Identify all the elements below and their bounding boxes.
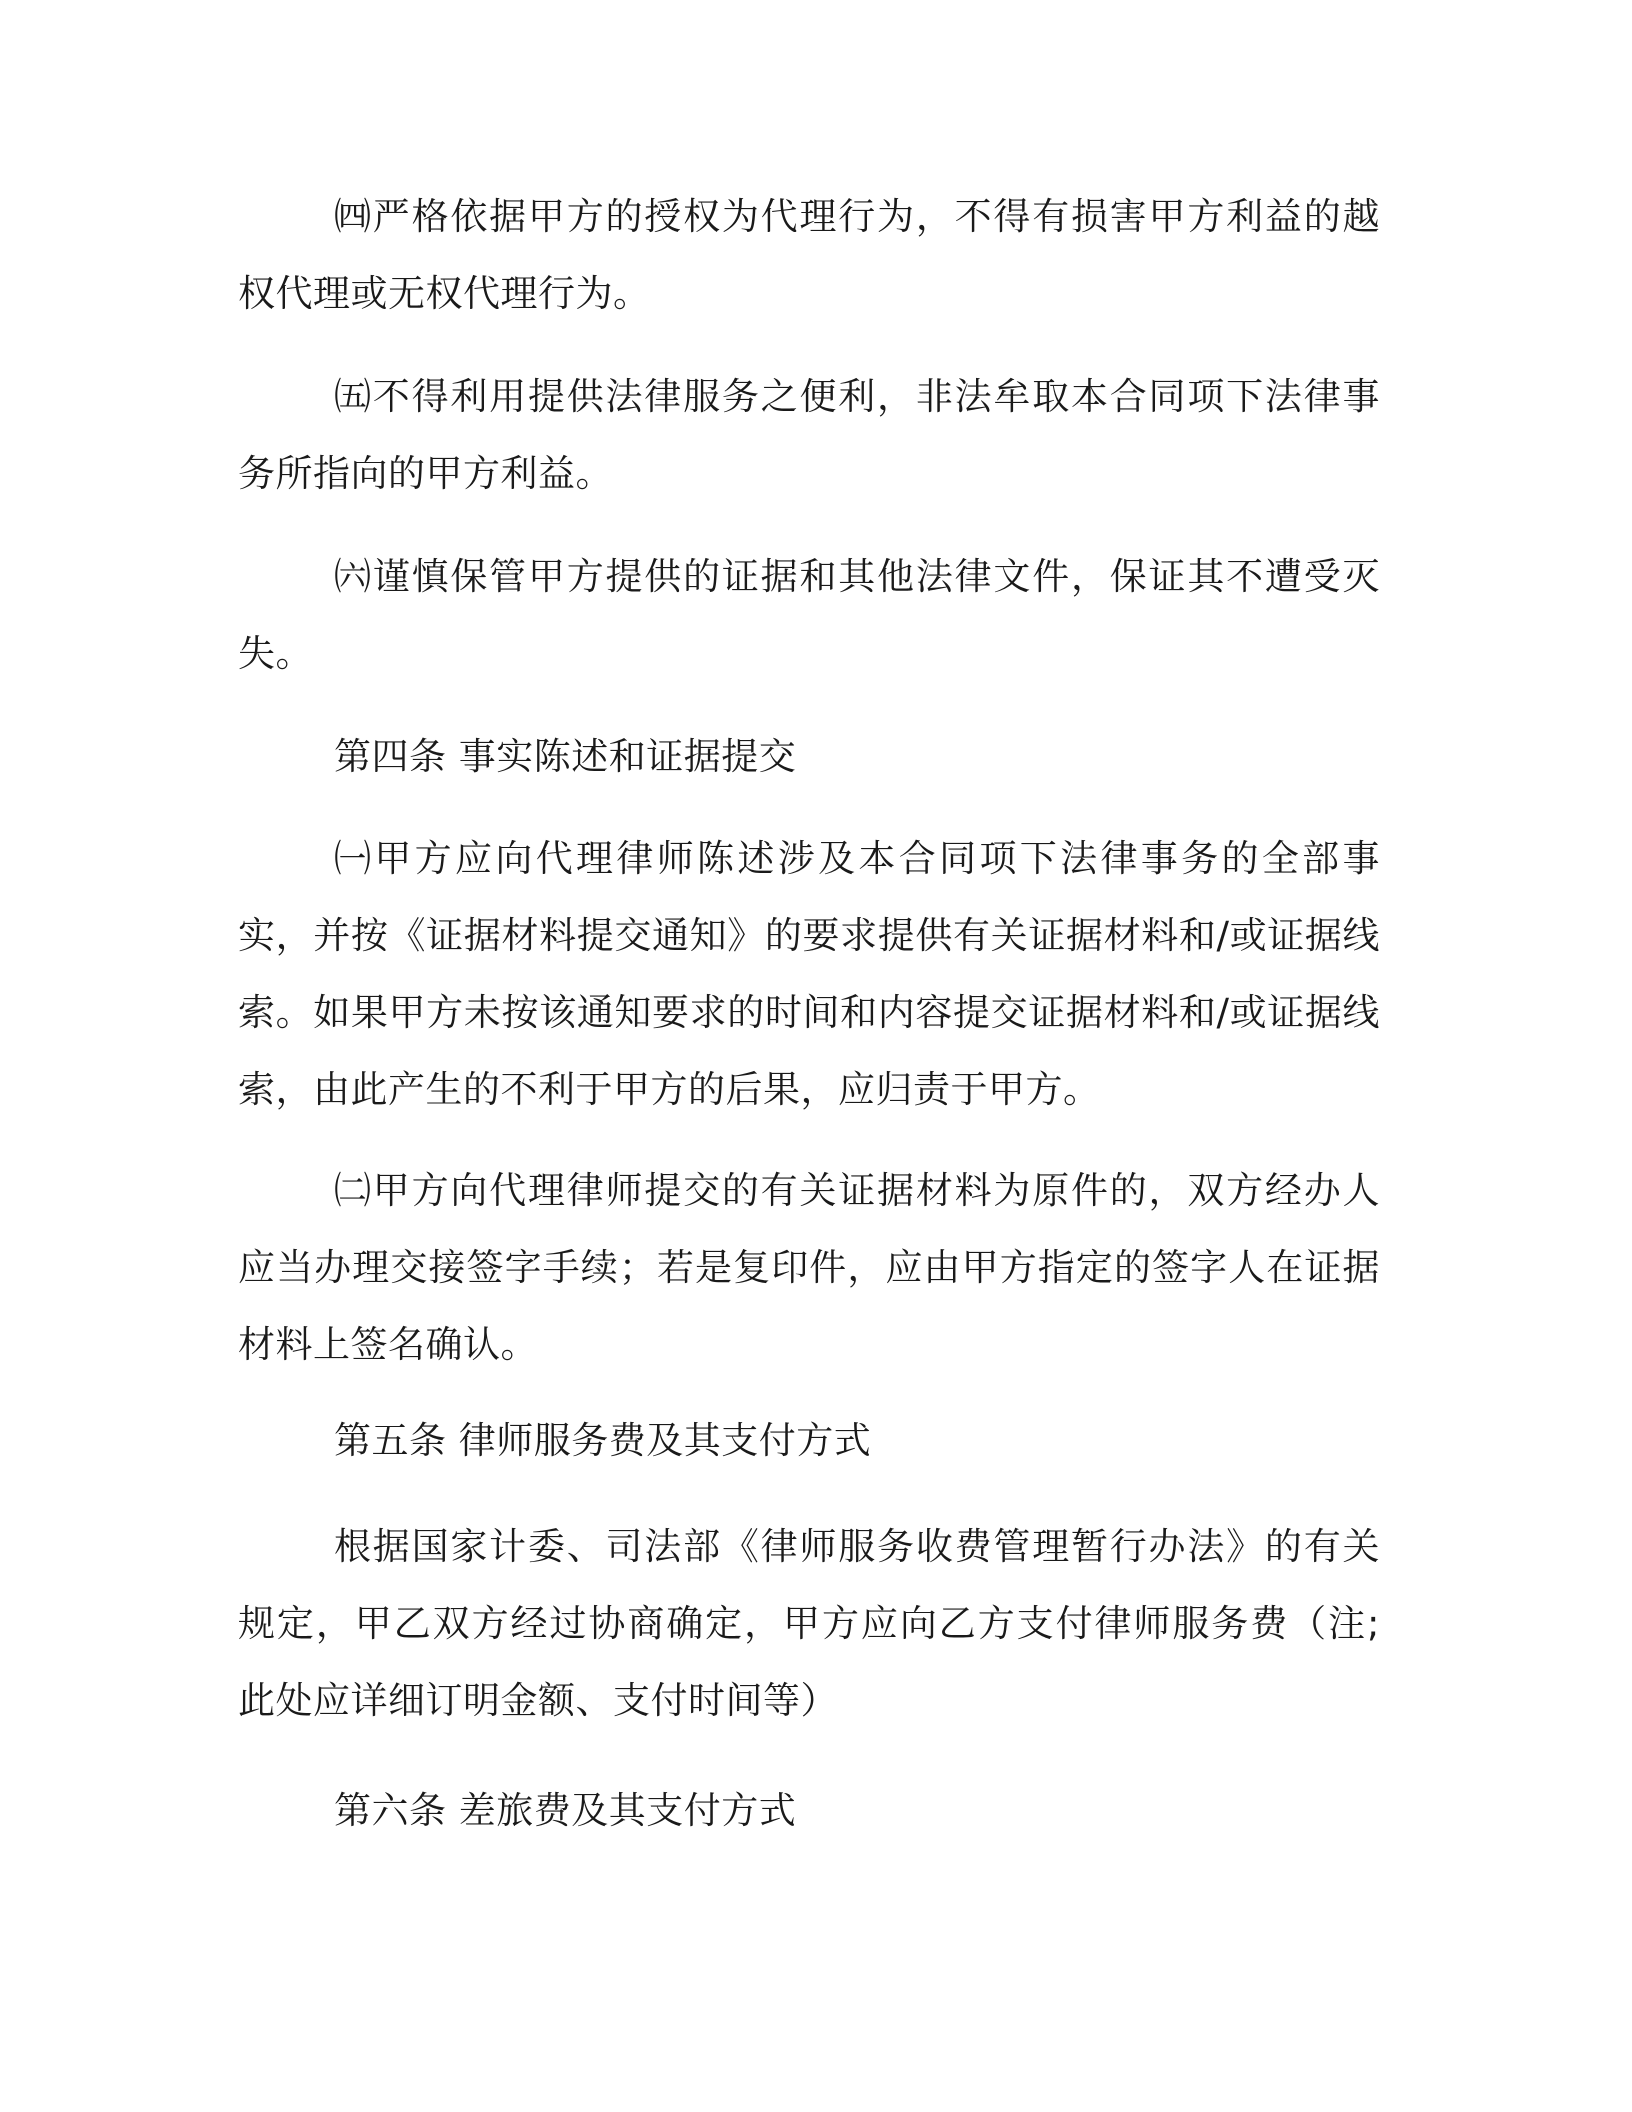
article-5-heading: 第五条 律师服务费及其支付方式 [334,1419,872,1462]
paragraph-clause-5: ㈤不得利用提供法律服务之便利，非法牟取本合同项下法律事务所指向的甲方利益。 [238,375,1380,495]
article-4-heading: 第四条 事实陈述和证据提交 [334,735,797,778]
paragraph-clause-6: ㈥谨慎保管甲方提供的证据和其他法律文件，保证其不遭受灭失。 [238,555,1380,675]
paragraph-clause-4: ㈣严格依据甲方的授权为代理行为，不得有损害甲方利益的越权代理或无权代理行为。 [238,195,1380,315]
paragraph-article-4-item-2: ㈡甲方向代理律师提交的有关证据材料为原件的，双方经办人应当办理交接签字手续；若是复印件，应由甲方指定的签字人在证据材料上签名确认。 [238,1169,1380,1366]
paragraph-article-4-item-1: ㈠甲方应向代理律师陈述涉及本合同项下法律事务的全部事实，并按《证据材料提交通知》的要求提供有关证据材料和/或证据线索。如果甲方未按该通知要求的时间和内容提交证据材料和/或证据线索，由此产生的不利于甲方的后果，应归责于甲方。 [238,837,1380,1111]
paragraph-article-5-body: 根据国家计委、司法部《律师服务收费管理暂行办法》的有关规定，甲乙双方经过协商确定，甲方应向乙方支付律师服务费（注; 此处应详细订明金额、支付时间等） [238,1525,1380,1722]
article-6-heading: 第六条 差旅费及其支付方式 [334,1789,797,1832]
